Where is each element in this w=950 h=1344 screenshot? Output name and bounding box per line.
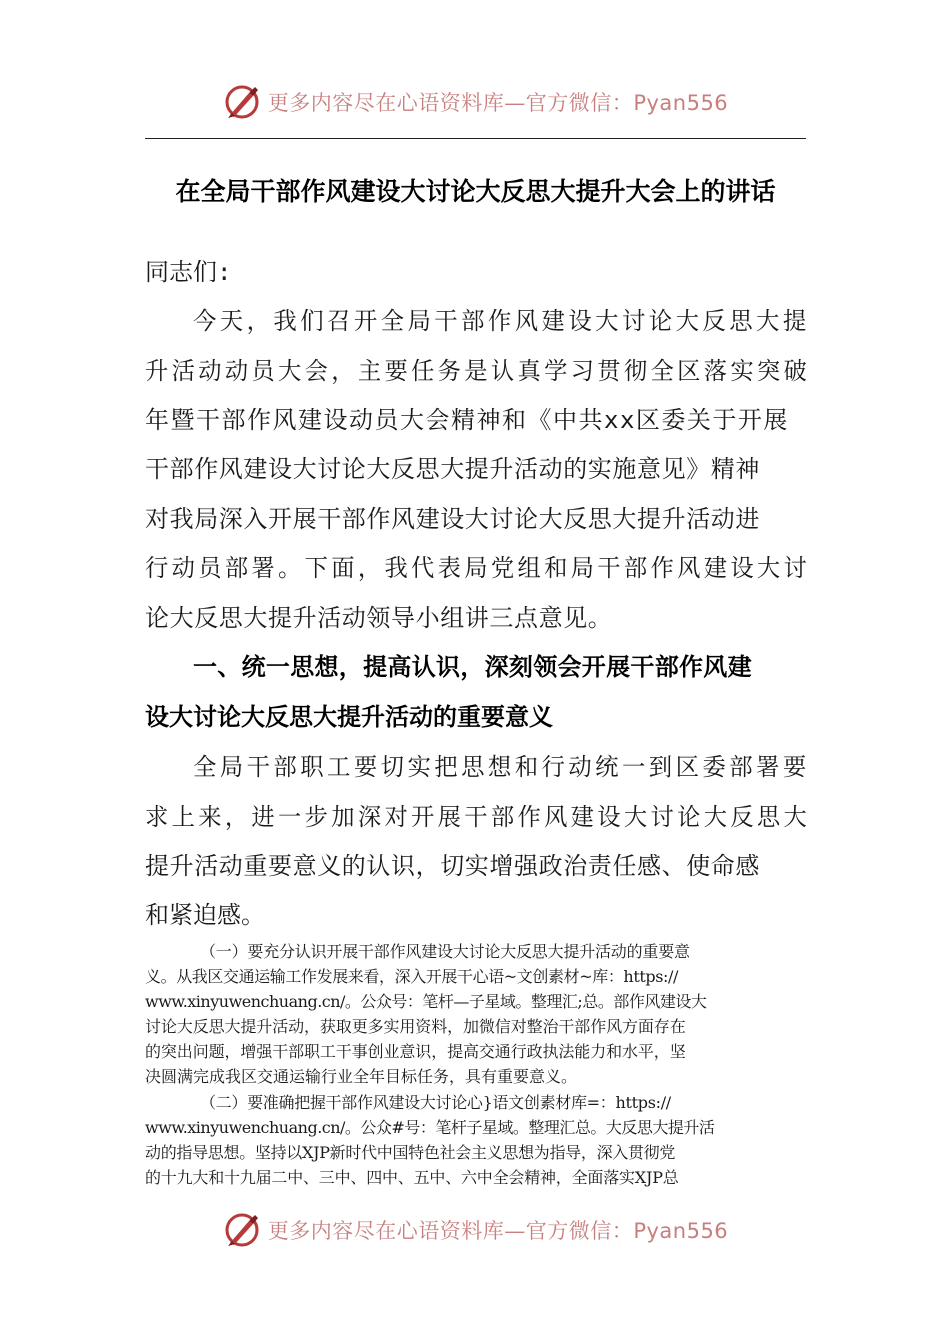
paragraph-line: 干部作风建设大讨论大反思大提升活动的实施意见》精神 [145, 455, 760, 483]
watermark-text: 更多内容尽在心语资料库—官方微信：Pyan556 [267, 1219, 729, 1243]
small-line: 的突出问题，增强干部职工干事创业意识，提高交通行政执法能力和水平，坚 [145, 1042, 686, 1061]
small-line: 动的指导思想。坚持以XJP新时代中国特色社会主义思想为指导，深入贯彻党 [145, 1143, 676, 1162]
paragraph-line: 对我局深入开展干部作风建设大讨论大反思大提升活动进 [145, 505, 760, 533]
small-line: （一）要充分认识开展干部作风建设大讨论大反思大提升活动的重要意 [200, 942, 690, 961]
header-rule [145, 138, 806, 139]
small-line: www.xinyuwenchuang.cn/。公众#号：笔杆子星域。整理汇总。大反思大提升活 [145, 1118, 715, 1137]
small-line: 义。从我区交通运输工作发展来看，深入开展干心语~文创素材~库：https:// [145, 967, 679, 986]
paragraph-line: 今天，我们召开全局干部作风建设大讨论大反思大提 [193, 307, 810, 335]
paragraph-line: 升活动动员大会，主要任务是认真学习贯彻全区落实突破 [145, 357, 811, 385]
wechat-id: Pyan556 [633, 1219, 729, 1243]
heading-line: 设大讨论大反思大提升活动的重要意义 [145, 703, 553, 731]
paragraph-line: 全局干部职工要切实把思想和行动统一到区委部署要 [193, 753, 810, 781]
small-line: （二）要准确把握干部作风建设大讨论心}语文创素材库=：https:// [200, 1093, 671, 1112]
paragraph-line: 论大反思大提升活动领导小组讲三点意见。 [145, 604, 613, 632]
small-line: 的十九大和十九届二中、三中、四中、五中、六中全会精神，全面落实XJP总 [145, 1168, 679, 1187]
small-line: 决圆满完成我区交通运输行业全年目标任务，具有重要意义。 [145, 1067, 578, 1086]
salutation: 同志们: [145, 258, 232, 286]
wechat-id: Pyan556 [633, 91, 729, 115]
bottom-watermark-banner [0, 1208, 950, 1252]
top-watermark-banner [0, 80, 950, 124]
watermark-text: 更多内容尽在心语资料库—官方微信：Pyan556 [267, 91, 729, 115]
pen-logo-icon [222, 82, 262, 122]
small-line: 讨论大反思大提升活动，获取更多实用资料，加微信对整治干部作风方面存在 [145, 1017, 686, 1036]
paragraph-line: 年暨干部作风建设动员大会精神和《中共xx区委关于开展 [145, 406, 789, 434]
heading-line: 一、统一思想，提高认识，深刻领会开展干部作风建 [193, 653, 752, 681]
paragraph-line: 提升活动重要意义的认识，切实增强政治责任感、使命感 [145, 852, 760, 880]
paragraph-line: 求上来，进一步加深对开展干部作风建设大讨论大反思大 [145, 803, 811, 831]
paragraph-line: 和紧迫感。 [145, 901, 265, 929]
paragraph-line: 行动员部署。下面，我代表局党组和局干部作风建设大讨 [145, 554, 811, 582]
page-title: 在全局干部作风建设大讨论大反思大提升大会上的讲话 [175, 177, 776, 206]
small-line: www.xinyuwenchuang.cn/。公众号：笔杆—子星域。整理汇;总。部作风建设大 [145, 992, 707, 1011]
pen-logo-icon [222, 1210, 262, 1250]
